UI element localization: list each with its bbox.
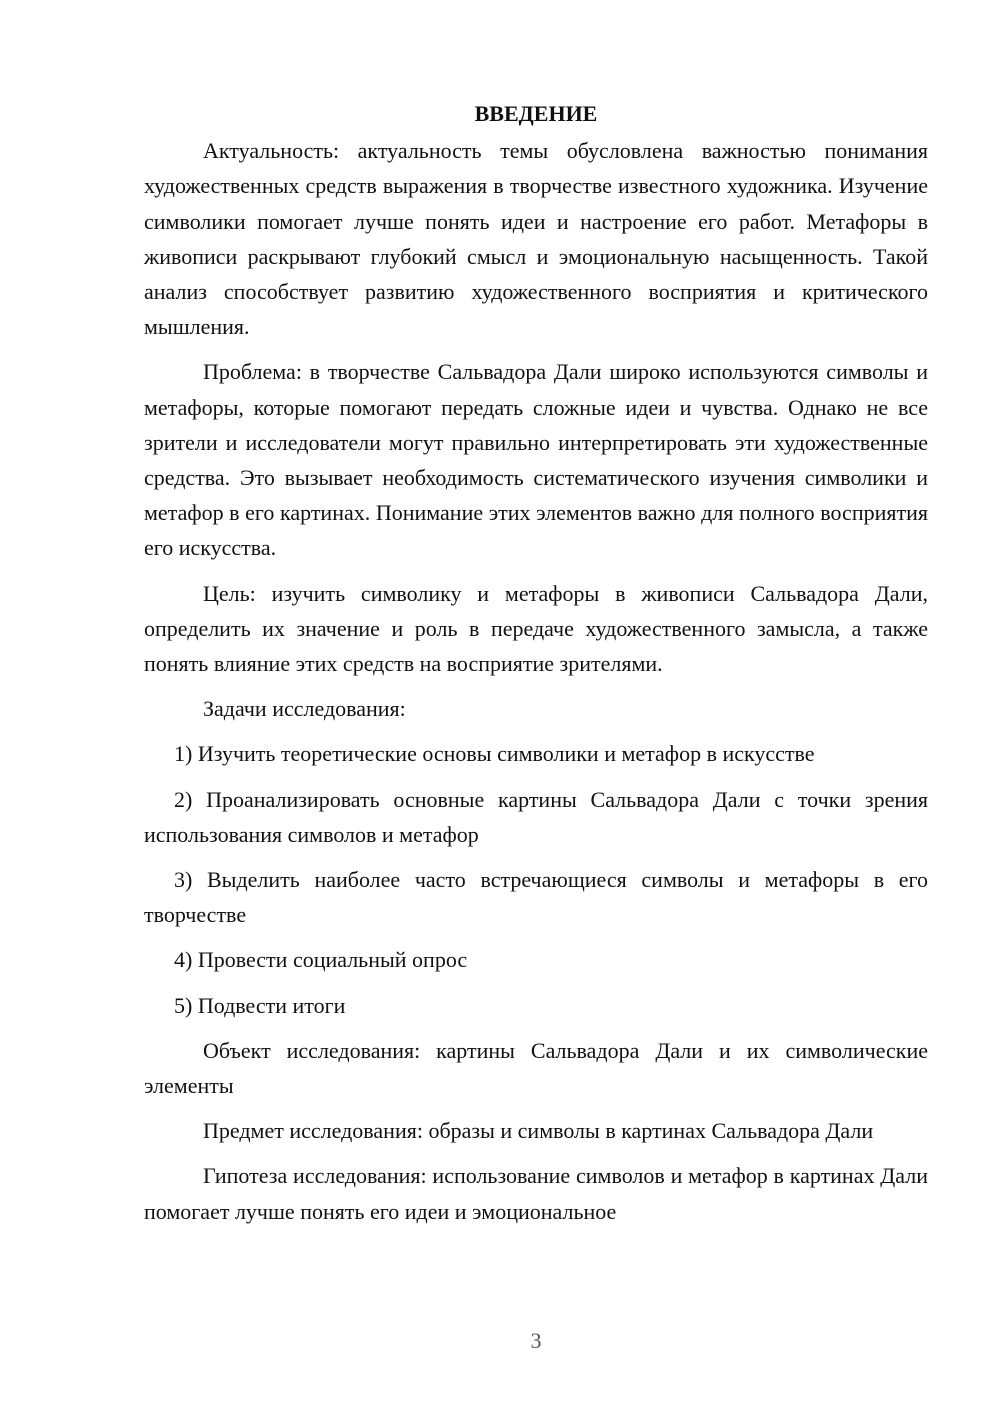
- subject-paragraph: Предмет исследования: образы и символы в картинах Сальвадора Дали: [203, 1118, 874, 1144]
- problem-paragraph: Проблема: в творчестве Сальвадора Дали широко используются символы и метафоры, которые помогают передать сложные идеи и чувства. Однако не все зрители и исследователи могут правильно интерпретировать эти художественные средства. Это вызывает необходимость систематического изучения символики и метафор в его картинах. Понимание этих элементов важно для полного восприятия его искусства.: [144, 359, 928, 561]
- task-item: 4) Провести социальный опрос: [174, 947, 468, 973]
- task-item: 2) Проанализировать основные картины Сальвадора Дали с точки зрения использования символов и метафор: [144, 786, 928, 847]
- goal-paragraph: Цель: изучить символику и метафоры в живописи Сальвадора Дали, определить их значение и роль в передаче художественного замысла, а также понять влияние этих средств на восприятие зрителями.: [144, 580, 928, 677]
- task-item: 5) Подвести итоги: [174, 992, 346, 1018]
- section-title: ВВЕДЕНИЕ: [474, 101, 598, 126]
- relevance-paragraph: Актуальность: актуальность темы обусловлена важностью понимания художественных средств выражения в творчестве известного художника. Изучение символики помогает лучше понять идеи и настроение его работ. Метафоры в живописи раскрывают глубокий смысл и эмоциональную насыщенность. Такой анализ способствует развитию художественного восприятия и критического мышления.: [144, 138, 928, 340]
- page-body: [144, 96, 928, 1239]
- page-number: 3: [530, 1328, 542, 1353]
- task-item: 3) Выделить наиболее часто встречающиеся символы и метафоры в его творчестве: [144, 867, 928, 928]
- task-item: 1) Изучить теоретические основы символики и метафор в искусстве: [174, 741, 815, 767]
- tasks-heading: Задачи исследования:: [203, 696, 406, 722]
- object-paragraph: Объект исследования: картины Сальвадора Дали и их символические элементы: [144, 1037, 928, 1099]
- hypothesis-paragraph: Гипотеза исследования: использование символов и метафор в картинах Дали помогает лучше понять его идеи и эмоциональное: [144, 1163, 928, 1224]
